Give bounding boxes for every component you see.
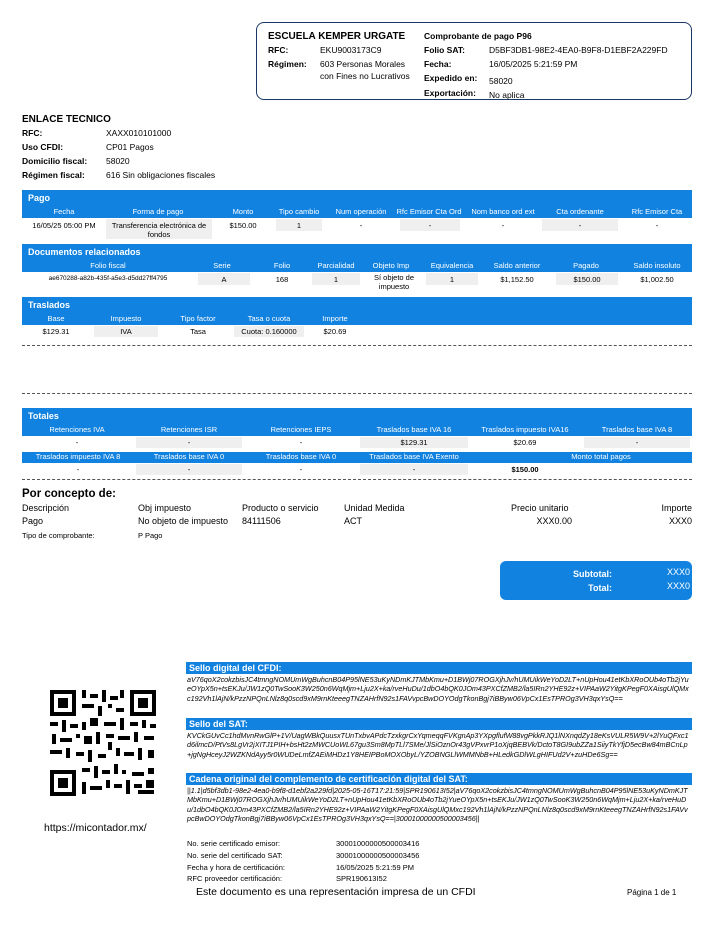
pago-forma-2: fondos	[147, 230, 171, 239]
docs-objeto-imp-cell	[366, 273, 422, 291]
pago-header-forma: Forma de pago	[132, 207, 184, 216]
totales-header-tras-base-16: Traslados base IVA 16	[376, 425, 452, 434]
voucher-expedido: 58020	[489, 76, 513, 86]
concepto-importe: XXX0	[668, 516, 692, 526]
docs-header-serie: Serie	[213, 261, 231, 270]
totales-ret-isr: -	[136, 437, 242, 448]
pago-cta-ordenante: -	[542, 219, 618, 231]
seal-sat-text: KVCkGUvCc1hdMvnRwGlP+1V/UagWBkQuusxTUnTxbvAPdcTzxkgrCxYqmeqqFVKgnAp3YXpgflufW88vgPkkRJQ1lNXnqdZy18eKsVULR5W9V+2lYuQFxc1d6ilmcD/PtVs8LgVr2jXITJ1PIH+bsHt2zMWCUoWL67gu3Sm8MpTLl7SMe/JlSiOznOr43gVPxvrP1oXjqBEBVk/DctoT8GI9ubZZa1SiiyTkYfjD5ecBw84mBCnLp+jgNgHceyJ2WZKNdAyy5r0WUDeLmfZAEiMHDz1Y8HEIPBoMOXObyL/YZOBNGLlWMMNbB+HLedkGDlWLgHIFUd2V+zuHDe6Sg==	[187, 731, 689, 759]
traslados-header-row	[22, 314, 692, 325]
pago-forma-cell	[106, 219, 212, 239]
traslados-header-tipo-factor: Tipo factor	[180, 314, 216, 323]
totales-tras-imp-16: $20.69	[513, 438, 537, 447]
total-value: XXX0	[666, 581, 690, 591]
totales-header-row-1	[22, 425, 692, 436]
divider	[22, 393, 692, 394]
traslados-base: $129.31	[42, 327, 70, 336]
docs-equivalencia: 1	[426, 273, 478, 285]
voucher-folio-label: Folio SAT:	[424, 45, 465, 55]
concepto-tipo-label: Tipo de comprobante:	[22, 531, 95, 540]
receiver-domicilio: 58020	[106, 156, 130, 166]
pago-rfc-emisor-cta: -	[655, 221, 659, 230]
totales-header-tras-imp-16: Traslados impuesto IVA16	[481, 425, 569, 434]
concepto-precio: XXX0.00	[536, 516, 572, 526]
totales-data-row-1	[22, 437, 692, 449]
pago-header-rfc-emisor-cta: Rfc Emisor Cta	[631, 207, 683, 216]
receiver-name: ENLACE TECNICO	[22, 114, 111, 125]
cert-rfc: SPR190613I52	[336, 874, 387, 883]
pago-forma-1: Transferencia electrónica de	[111, 221, 207, 230]
pago-header-tipo-cambio: Tipo cambio	[278, 207, 320, 216]
totales-tras-imp-8: -	[76, 465, 80, 474]
pago-header-nom-banco: Nom banco ord ext	[471, 207, 535, 216]
totales-tras-base-0a: -	[136, 464, 242, 475]
pago-data-row	[22, 219, 692, 241]
totales-section-title: Totales	[22, 408, 692, 425]
pago-header-num-operacion: Num operación	[335, 207, 387, 216]
docs-header-folio-fiscal: Folio fiscal	[90, 261, 126, 270]
voucher-fecha-label: Fecha:	[424, 59, 452, 69]
cadena-original-text: ||1.1|d5bf3db1-98e2-4ea0-b9f8-d1ebf2a229fd|2025-05-16T17:21:59|SPR190613I52|aV76qoX2cokzbisJC4tmngNOMUmWgBuhcnB04P95lNE53uKyNDmKJTMbKmu+D1BWj07ROGXjhJv/hUMUikWeYoD2LT+nUpHou41etKbXRoOUb4oTb2jYueOYpX5n+tsEKJu/JW1zQ0TwSooK3W250n6WqMjm+Lju2X+ka/rveHuDu/1dbO4bQK0JOm43PXCfZMB2/la5IRn2YHE92z+VIPAaW2YitgKPegF0XAisgUlQMxc192Vh1lAjN/kPzzNPQnLNlz8q0scd9xM9rnKteeegTNZAHrfN92s1FAVvpcBwDOYOdgTkonBgj7iBByw06VpCx1EsTPROg3VH3qxYsQ==|30001000000500003456||	[187, 786, 688, 823]
cert-sat: 30001000000500003456	[336, 851, 420, 860]
receiver-rfc-label: RFC:	[22, 128, 43, 138]
docs-data-row	[22, 273, 692, 295]
qr-code-icon	[48, 688, 158, 798]
seal-cfdi-text: aV76qoX2cokzbisJC4tmngNOMUmWgBuhcnB04P95lNE53uKyNDmKJTMbKmu+D1BWj07ROGXjhJv/hUMUikWeYoD2LT+nUpHou41etKbXRoOUb4oTb2jYueOYpX5n+tsEKJu/JW1zQ0TwSooK3W250n6WqMjm+Lju2X+ka/rveHuDu/1dbO4bQK0JOm43PXCfZMB2/la5IRn2YHE92z+VIPAaW2YitgKPegF0XAisgUlQMxc192Vh1lAjN/kPzzNPQnLNlz8q0scd9xM9rnKteeegTNZAHrfN92s1FAVvpcBwDOYOdgTkonBgj7iBByw06VpCx1EsTPROg3VH3qxYsQ==	[187, 675, 689, 703]
divider	[22, 479, 692, 480]
docs-objeto-imp-1: Sí objeto de	[373, 273, 415, 282]
traslados-importe: $20.69	[323, 327, 347, 336]
pago-header-row	[22, 207, 692, 218]
docs-header-folio: Folio	[273, 261, 291, 270]
totales-data-row-2	[22, 464, 692, 476]
receiver-uso: CP01 Pagos	[106, 142, 154, 152]
concepto-descripcion: Pago	[22, 516, 44, 526]
docs-saldo-anterior: $1,152.50	[500, 275, 534, 284]
docs-header-saldo-anterior: Saldo anterior	[493, 261, 541, 270]
total-label: Total:	[588, 583, 612, 593]
issuer-rfc-label: RFC:	[268, 45, 289, 55]
cert-fecha: 16/05/2025 5:21:59 PM	[336, 863, 414, 872]
totales-tras-base-8: -	[584, 437, 690, 448]
docs-serie: A	[198, 273, 250, 285]
traslados-header-base: Base	[47, 314, 65, 323]
totales-header-row-2	[22, 452, 692, 463]
voucher-expedido-label: Expedido en:	[424, 73, 478, 83]
issuer-regimen-label: Régimen:	[268, 59, 307, 69]
pago-header-cta-ordenante: Cta ordenante	[556, 207, 604, 216]
concepto-obj-impuesto: No objeto de impuesto	[138, 516, 229, 526]
pago-num-operacion: -	[359, 221, 363, 230]
pago-header-rfc-emisor-ord: Rfc Emisor Cta Ord	[396, 207, 462, 216]
traslados-tipo-factor: Tasa	[190, 327, 206, 336]
pago-rfc-emisor-ord: -	[400, 219, 460, 231]
concepto-producto: 84111506	[242, 516, 281, 526]
totales-header-tras-base-exento: Traslados base IVA Exento	[369, 452, 459, 461]
totales-header-tras-imp-8: Traslados impuesto IVA 8	[35, 452, 121, 461]
totales-ret-iva: -	[75, 438, 79, 447]
totales-header-ret-isr: Retenciones ISR	[160, 425, 218, 434]
issuer-regimen-1: 603 Personas Morales	[320, 59, 406, 69]
seal-sat-title: Sello del SAT:	[186, 718, 692, 730]
cert-rfc-label: RFC proveedor certificación:	[187, 874, 283, 883]
traslados-impuesto: IVA	[94, 326, 158, 337]
traslados-data-row	[22, 326, 692, 338]
totales-tras-base-16: $129.31	[360, 437, 468, 448]
totales-tras-base-exento: -	[360, 464, 468, 475]
docs-header-saldo-insoluto: Saldo insoluto	[633, 261, 681, 270]
receiver-rfc: XAXX010101000	[106, 128, 172, 138]
concepto-tipo: P Pago	[138, 531, 163, 540]
docs-pagado: $150.00	[556, 273, 618, 285]
totales-header-tras-base-0b: Traslados base IVA 0	[265, 452, 337, 461]
subtotal-label: Subtotal:	[573, 569, 612, 579]
docs-parcialidad: 1	[312, 273, 360, 285]
docs-section-title: Documentos relacionados	[22, 244, 692, 261]
concepto-header-producto: Producto o servicio	[242, 503, 319, 513]
totales-header-tras-base-8: Traslados base IVA 8	[601, 425, 673, 434]
docs-objeto-imp-2: impuesto	[378, 282, 410, 291]
voucher-fecha: 16/05/2025 5:21:59 PM	[489, 59, 578, 69]
docs-saldo-insoluto: $1,002.50	[640, 275, 674, 284]
cert-sat-label: No. serie del certificado SAT:	[187, 851, 283, 860]
cert-emisor-label: No. serie certificado emisor:	[187, 839, 280, 848]
totales-monto-total: $150.00	[511, 465, 539, 474]
pago-section-title: Pago	[22, 190, 692, 207]
qr-url: https://micontador.mx/	[44, 822, 147, 834]
divider	[22, 345, 692, 346]
totales-ret-ieps: -	[299, 438, 303, 447]
receiver-regimen-label: Régimen fiscal:	[22, 170, 85, 180]
voucher-folio: D5BF3DB1-98E2-4EA0-B9F8-D1EBF2A229FD	[489, 45, 668, 55]
traslados-tasa: Cuota: 0.160000	[234, 326, 304, 337]
issuer-regimen-2: con Fines no Lucrativos	[320, 71, 410, 81]
pago-tipo-cambio: 1	[276, 219, 322, 231]
pago-fecha: 16/05/25 05:00 PM	[32, 221, 96, 230]
cert-fecha-label: Fecha y hora de certificación:	[187, 863, 285, 872]
issuer-name: ESCUELA KEMPER URGATE	[268, 31, 406, 42]
seal-cfdi-title: Sello digital del CFDI:	[186, 662, 692, 674]
traslados-header-importe: Importe	[322, 314, 348, 323]
cadena-original-title: Cadena original del complemento de certificación digital del SAT:	[186, 773, 692, 785]
traslados-header-impuesto: Impuesto	[110, 314, 142, 323]
docs-folio: 168	[275, 275, 289, 284]
docs-header-row	[22, 261, 692, 272]
docs-header-pagado: Pagado	[573, 261, 599, 270]
totales-tras-base-0b: -	[299, 465, 303, 474]
docs-header-parcialidad: Parcialidad	[317, 261, 355, 270]
totales-header-ret-ieps: Retenciones IEPS	[270, 425, 332, 434]
docs-folio-fiscal: ae670288-a82b-435f-a5e3-d5dd27ff4795	[48, 275, 168, 282]
concepto-title: Por concepto de:	[22, 488, 116, 500]
concepto-header-unidad: Unidad Medida	[344, 503, 405, 513]
page-number: Página 1 de 1	[627, 888, 677, 897]
pago-header-monto: Monto	[232, 207, 254, 216]
subtotal-value: XXX0	[666, 567, 690, 577]
traslados-header-tasa: Tasa o cuota	[247, 314, 291, 323]
summary-box	[500, 561, 692, 600]
docs-header-equivalencia: Equivalencia	[430, 261, 474, 270]
pago-header-fecha: Fecha	[53, 207, 75, 216]
totales-header-monto-total: Monto total pagos	[571, 452, 631, 461]
issuer-rfc: EKU9003173C9	[320, 45, 382, 55]
voucher-export: No aplica	[489, 90, 525, 100]
receiver-uso-label: Uso CFDI:	[22, 142, 64, 152]
receiver-regimen: 616 Sin obligaciones fiscales	[106, 170, 216, 180]
concepto-header-precio: Precio unitario	[511, 503, 569, 513]
concepto-header-descripcion: Descripción	[22, 503, 70, 513]
totales-header-ret-iva: Retenciones IVA	[49, 425, 105, 434]
concepto-header-obj-impuesto: Obj impuesto	[138, 503, 192, 513]
traslados-section-title: Traslados	[22, 297, 692, 314]
receiver-domicilio-label: Domicilio fiscal:	[22, 156, 88, 166]
pago-nom-banco: -	[501, 221, 505, 230]
pago-monto: $150.00	[229, 221, 257, 230]
voucher-export-label: Exportación:	[424, 88, 476, 98]
concepto-header-importe: Importe	[661, 503, 692, 513]
cert-emisor: 30001000000500003416	[336, 839, 420, 848]
concepto-unidad: ACT	[344, 516, 362, 526]
footer-note: Este documento es una representación impresa de un CFDI	[196, 886, 476, 898]
docs-header-objeto-imp: Objeto Imp	[372, 261, 410, 270]
voucher-title: Comprobante de pago P96	[424, 31, 532, 41]
totales-header-tras-base-0a: Traslados base IVA 0	[153, 452, 225, 461]
